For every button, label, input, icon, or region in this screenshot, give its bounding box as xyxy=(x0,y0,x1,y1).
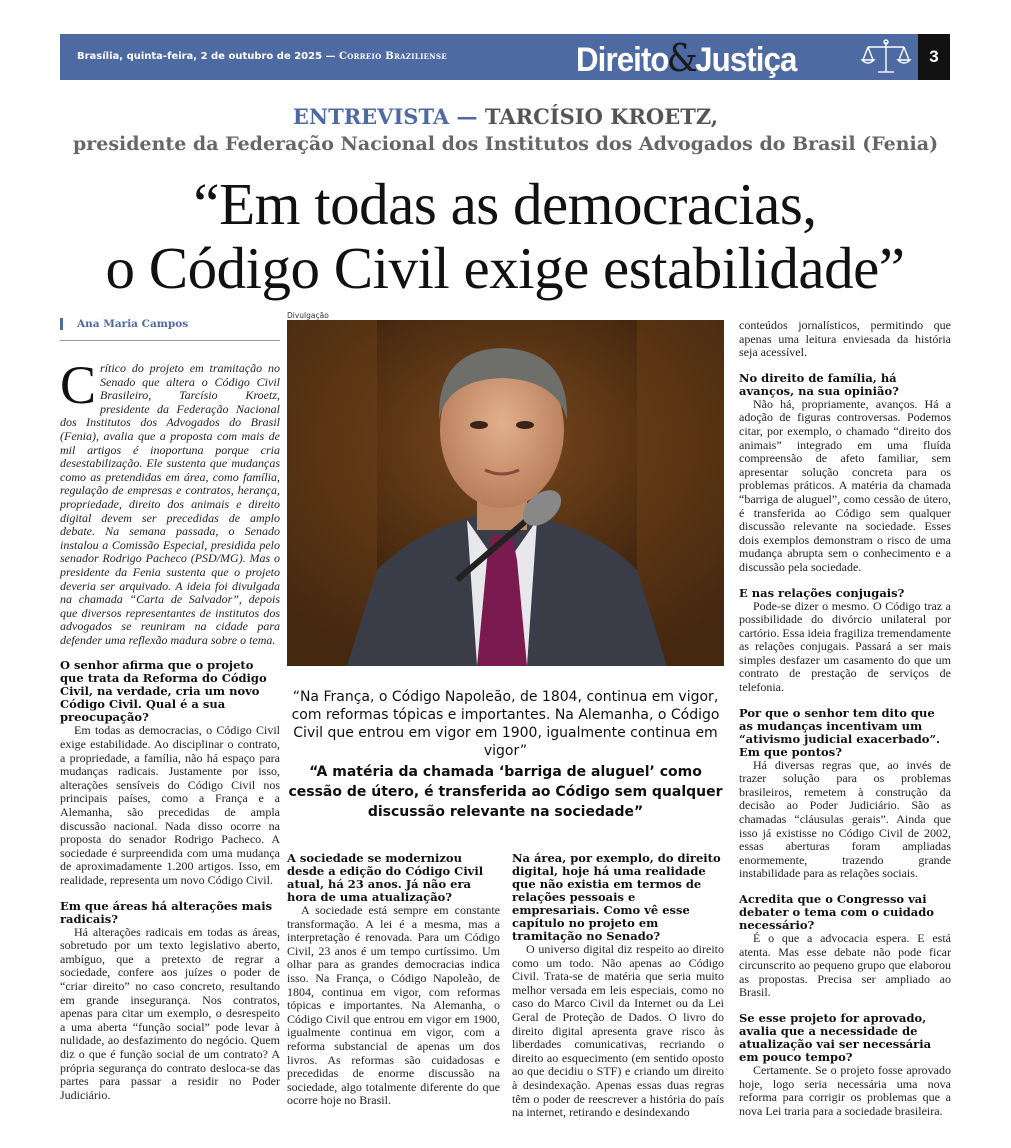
section-title-part1: Direito xyxy=(576,41,669,79)
answer-9: Certamente. Se o projeto fosse aprovado hoje, logo seria necessária uma nova reforma para corrigir os problemas que a nova Lei traria para a sociedade brasileira. xyxy=(739,1062,951,1118)
kicker-label: ENTREVISTA — xyxy=(292,104,478,129)
question-8: Acredita que o Congresso vai debater o tema com o cuidado necessário? xyxy=(739,892,934,932)
answer-4: O universo digital diz respeito ao direito como um todo. Não apenas ao Código Civil. Trata-se de matéria que seria muito melhor versada em leis especiais, como no caso do Marco Civil da Internet ou da Lei Geral de Proteção de Dados. O livro do direito digital apresenta grave risco às liberdades comunicativas, recriando o direito ao esquecimento (em sentido oposto ao que decidiu o STF) e criando um direito à desindexação. Apenas essas duas regras têm o poder de reescrever a história do país na internet, retirando e desindexando xyxy=(512,942,724,1120)
pull-quote-2: “A matéria da chamada ‘barriga de aluguel’ como cessão de útero, é transferida ao Código sem qualquer discussão relevante na sociedade” xyxy=(288,764,723,820)
newspaper-name: Correio Braziliense xyxy=(339,51,447,62)
section-title-ampersand: & xyxy=(666,36,697,80)
question-9: Se esse projeto for aprovado, avalia que a necessidade de atualização vai ser necessária em pouco tempo? xyxy=(739,1010,932,1064)
question-1: O senhor afirma que o projeto que trata da Reforma do Código Civil, na verdade, cria um novo Código Civil. Qual é a sua preocupação? xyxy=(60,658,267,725)
headline-line2: o Código Civil exige estabilidade” xyxy=(105,235,905,301)
pull-quote-1: “Na França, o Código Napoleão, de 1804, continua em vigor, com reformas tópicas e importantes. Na Alemanha, o Código Civil que entrou em vigor em 1900, igualmente continua em vigor” xyxy=(291,689,720,759)
answer-8: É o que a advocacia espera. E está atenta. Mas esse debate não pode ficar circunscrito ao pequeno grupo que elaborou as propostas. Precisa ser ampliado ao Brasil. xyxy=(739,931,951,1000)
question-7: Por que o senhor tem dito que as mudanças incentivam um “ativismo judicial exacerbado”. Em que pontos? xyxy=(739,705,941,759)
interview-kicker xyxy=(0,104,1011,129)
column-3 xyxy=(512,852,724,1120)
answer-4-continued: conteúdos jornalísticos, permitindo que apenas uma leitura enviesada da história seja acessível. xyxy=(739,318,951,360)
intro-text: rítico do projeto em tramitação no Senado que altera o Código Civil Brasileiro, Tarcísio Kroetz, presidente da Federação Nacional dos Institutos dos Advogados do Brasil (Fenia), avalia que a proposta com mais de mil artigos é inoportuna porque cria desestabilização. Ele sustenta que mudanças como as pretendidas em área, como família, regulação de empresas e contratos, herança, propriedade, direito dos animais e direito digital devem ser precedidas de amplo debate. Na semana passada, o Senado instalou a Comissão Especial, presidida pelo senador Rodrigo Pacheco (PSD/MG). Mas o presidente da Fenia sustenta que o projeto deveria ser arquivado. A ideia foi divulgada na chamada “Carta de Salvador”, depois que diversos representantes de institutos dos advogados se reuniram na cidade para defender uma reflexão madura sobre o tema. xyxy=(60,361,280,647)
section-title xyxy=(576,36,797,80)
question-4: Na área, por exemplo, do direito digital, hoje há uma realidade que não existia em termos de relações pessoais e empresariais. Como vê esse capítulo no projeto em tramitação no Senado? xyxy=(512,851,721,943)
headline-line1: “Em todas as democracias, xyxy=(193,171,817,237)
photo-credit: Divulgação xyxy=(287,311,329,320)
scales-of-justice-icon xyxy=(860,38,912,76)
answer-1: Em todas as democracias, o Código Civil exige estabilidade. Ao disciplinar o contrato, a propriedade, a família, não há espaço para mudanças radicais. Justamente por isso, alterações sensíveis do Código Civil nos principais países, como a França e a Alemanha, são precedidas de ampla discussão nacional. Nada disso ocorre na proposta do senador Rodrigo Pacheco. A sociedade é surpreendida com uma mudança de aproximadamente 1.200 artigos. Isso, em realidade, representa um novo Código Civil. xyxy=(60,723,280,887)
answer-3: A sociedade está sempre em constante transformação. A lei é a mesma, mas a interpretação é renovada. Para um Código Civil, 23 anos é um tempo curtíssimo. Um olhar para as grandes democracias indica isso. Na França, o Código Napoleão, de 1804, continua em vigor, com reformas tópicas e importantes. Na Alemanha, o Código Civil que entrou em vigor em 1900, igualmente continua em vigor, com a reforma substancial de apenas um dos livros. As reformas são cuidadosas e precedidas de enorme discussão na sociedade, algo totalmente diferente do que ocorre hoje no Brasil. xyxy=(287,903,500,1108)
dateline-text: Brasília, quinta-feira, 2 de outubro de 2025 — xyxy=(77,51,336,62)
kicker-role: presidente da Federação Nacional dos Institutos dos Advogados do Brasil (Fenia) xyxy=(72,133,939,155)
answer-5: Não há, propriamente, avanços. Há a adoção de figuras controversas. Podemos citar, por exemplo, o chamado “direito dos animais” integrado em uma fluída compreensão de afeto familiar, sem apresentar solução concreta para os problemas práticos. A matéria da chamada “barriga de aluguel”, como cessão de útero, é transferida ao Código sem qualquer discussão relevante na sociedade. Esses dois exemplos demonstram o risco de uma mudança abrupta sem o conhecimento e a discussão pela sociedade. xyxy=(739,396,951,574)
question-3: A sociedade se modernizou desde a edição do Código Civil atual, há 23 anos. Já não era hora de uma atualização? xyxy=(287,851,484,904)
column-4 xyxy=(739,319,951,1118)
kicker-name: TARCÍSIO KROETZ, xyxy=(484,104,719,129)
byline-divider xyxy=(60,340,280,341)
byline: Ana Maria Campos xyxy=(60,318,280,330)
column-2 xyxy=(287,852,500,1108)
page-number: 3 xyxy=(918,34,950,80)
answer-6: Pode-se dizer o mesmo. O Código traz a possibilidade do divórcio unilateral por cartório. Essa ideia fragiliza tremendamente as relações conjugais. Passará a ser mais simples desfazer um casamento do que um contrato de prestação de serviços de telefonia. xyxy=(739,598,951,695)
answer-2: Há alterações radicais em todas as áreas, sobretudo por um texto legislativo aberto, ambíguo, que a pretexto de regrar a sociedade, confere aos juízes o poder de “criar direito” no caso concreto, resultando em grande insegurança. Nos contratos, apenas para citar um exemplo, o desrespeito a uma aberta “função social” pode levar à nulidade, ao desfazimento do negócio. Quem diz o que é função social de um contrato? A própria segurança do contrato desloca-se das partes para passar a residir no Poder Judiciário. xyxy=(60,924,280,1102)
question-6: E nas relações conjugais? xyxy=(739,585,905,600)
dropcap: C xyxy=(60,355,97,415)
dateline xyxy=(77,51,447,62)
headline xyxy=(40,172,970,300)
question-2: Em que áreas há alterações mais radicais? xyxy=(60,898,273,926)
question-5: No direito de família, há avanços, na sua opinião? xyxy=(739,370,899,398)
answer-7: Há diversas regras que, ao invés de trazer solução para os problemas brasileiros, remetem à construção da decisão ao Poder Judiciário. São as chamadas “cláusulas gerais”. Ainda que isso já existisse no Código Civil de 2002, essas aberturas foram ampliadas enormemente, trazendo grande instabilidade para as relações sociais. xyxy=(739,757,951,881)
portrait-photo xyxy=(287,320,724,666)
section-title-part2: Justiça xyxy=(695,41,797,79)
column-1 xyxy=(60,355,280,1102)
intro-paragraph xyxy=(60,355,280,647)
